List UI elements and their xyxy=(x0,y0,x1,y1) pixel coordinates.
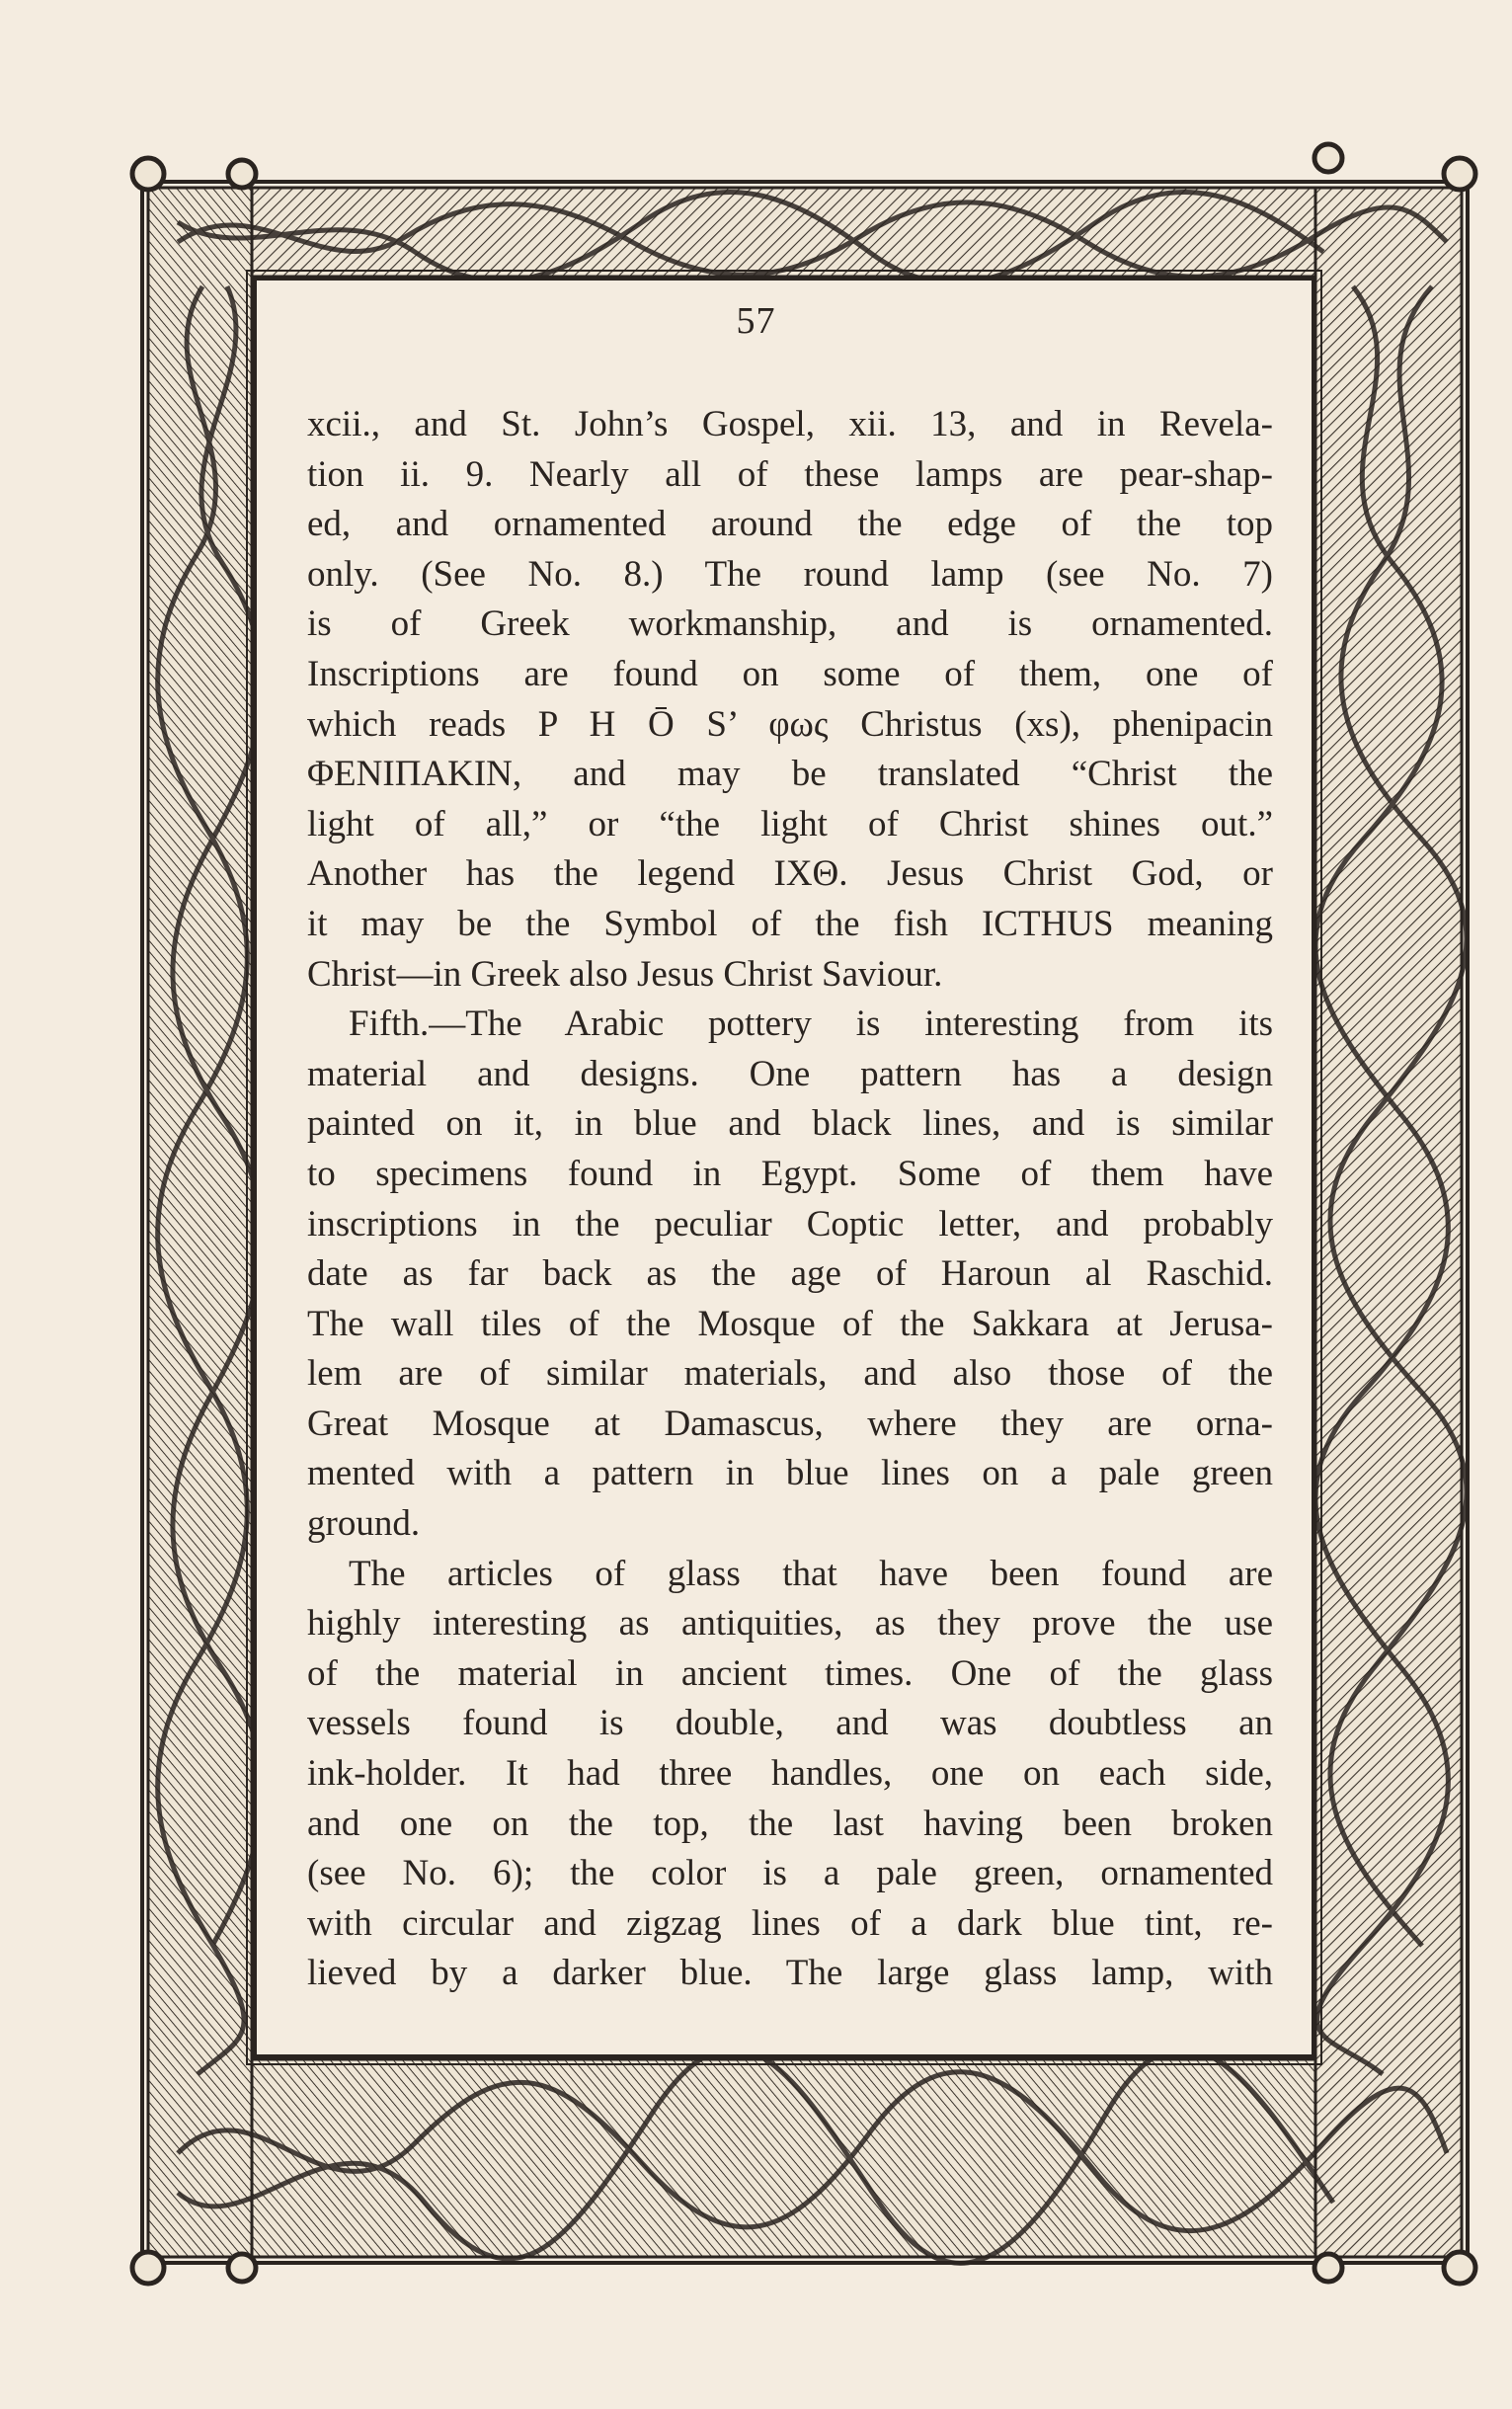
text-line: it may be the Symbol of the fish ICTHUS meaning xyxy=(307,903,1273,944)
text-line: of the material in ancient times. One of the glass xyxy=(307,1652,1273,1694)
text-line: inscriptions in the peculiar Coptic letter, and probably xyxy=(307,1203,1273,1245)
text-line: tion ii. 9. Nearly all of these lamps are pear-shap- xyxy=(307,453,1273,495)
text-line: Another has the legend IXΘ. Jesus Christ God, or xyxy=(307,853,1273,895)
page-number: 57 xyxy=(736,300,776,342)
text-line: ink-holder. It had three handles, one on each side, xyxy=(307,1753,1273,1795)
text-line: ground. xyxy=(307,1503,421,1545)
text-line: vessels found is double, and was doubtless an xyxy=(307,1703,1273,1744)
text-line: lieved by a darker blue. The large glass lamp, with xyxy=(307,1953,1273,1994)
text-line: light of all,” or “the light of Christ shines out.” xyxy=(307,803,1273,844)
text-line: (see No. 6); the color is a pale green, ornamented xyxy=(307,1853,1273,1894)
text-line: with circular and zigzag lines of a dark blue tint, re- xyxy=(307,1902,1273,1944)
text-line: Christ—in Greek also Jesus Christ Saviour. xyxy=(307,953,943,995)
text-line: highly interesting as antiquities, as they prove the use xyxy=(307,1603,1273,1645)
text-line: The wall tiles of the Mosque of the Sakkara at Jerusa- xyxy=(307,1303,1273,1344)
text-line: only. (See No. 8.) The round lamp (see No. 7) xyxy=(307,553,1273,595)
text-line: and one on the top, the last having been broken xyxy=(307,1803,1273,1844)
body-text xyxy=(307,400,1273,1999)
text-line: mented with a pattern in blue lines on a pale green xyxy=(307,1453,1273,1494)
text-line: Inscriptions are found on some of them, one of xyxy=(307,653,1273,694)
text-line: to specimens found in Egypt. Some of them have xyxy=(307,1153,1273,1194)
text-line: ΦENIΠAKIN, and may be translated “Christ the xyxy=(307,754,1273,795)
text-line: painted on it, in blue and black lines, and is similar xyxy=(307,1103,1273,1145)
text-line: Fifth.—The Arabic pottery is interesting from its xyxy=(349,1004,1273,1045)
text-line: ed, and ornamented around the edge of the top xyxy=(307,504,1273,545)
text-line: which reads P H Ō S’ φως Christus (xs), phenipacin xyxy=(307,703,1273,745)
text-line: date as far back as the age of Haroun al Raschid. xyxy=(307,1253,1273,1295)
text-line: Great Mosque at Damascus, where they are orna- xyxy=(307,1403,1273,1444)
text-line: is of Greek workmanship, and is ornamented. xyxy=(307,603,1273,645)
text-line: xcii., and St. John’s Gospel, xii. 13, and in Revela- xyxy=(307,404,1273,444)
text-line: The articles of glass that have been found are xyxy=(349,1553,1273,1594)
text-line: lem are of similar materials, and also those of the xyxy=(307,1353,1273,1395)
text-line: material and designs. One pattern has a design xyxy=(307,1053,1273,1094)
